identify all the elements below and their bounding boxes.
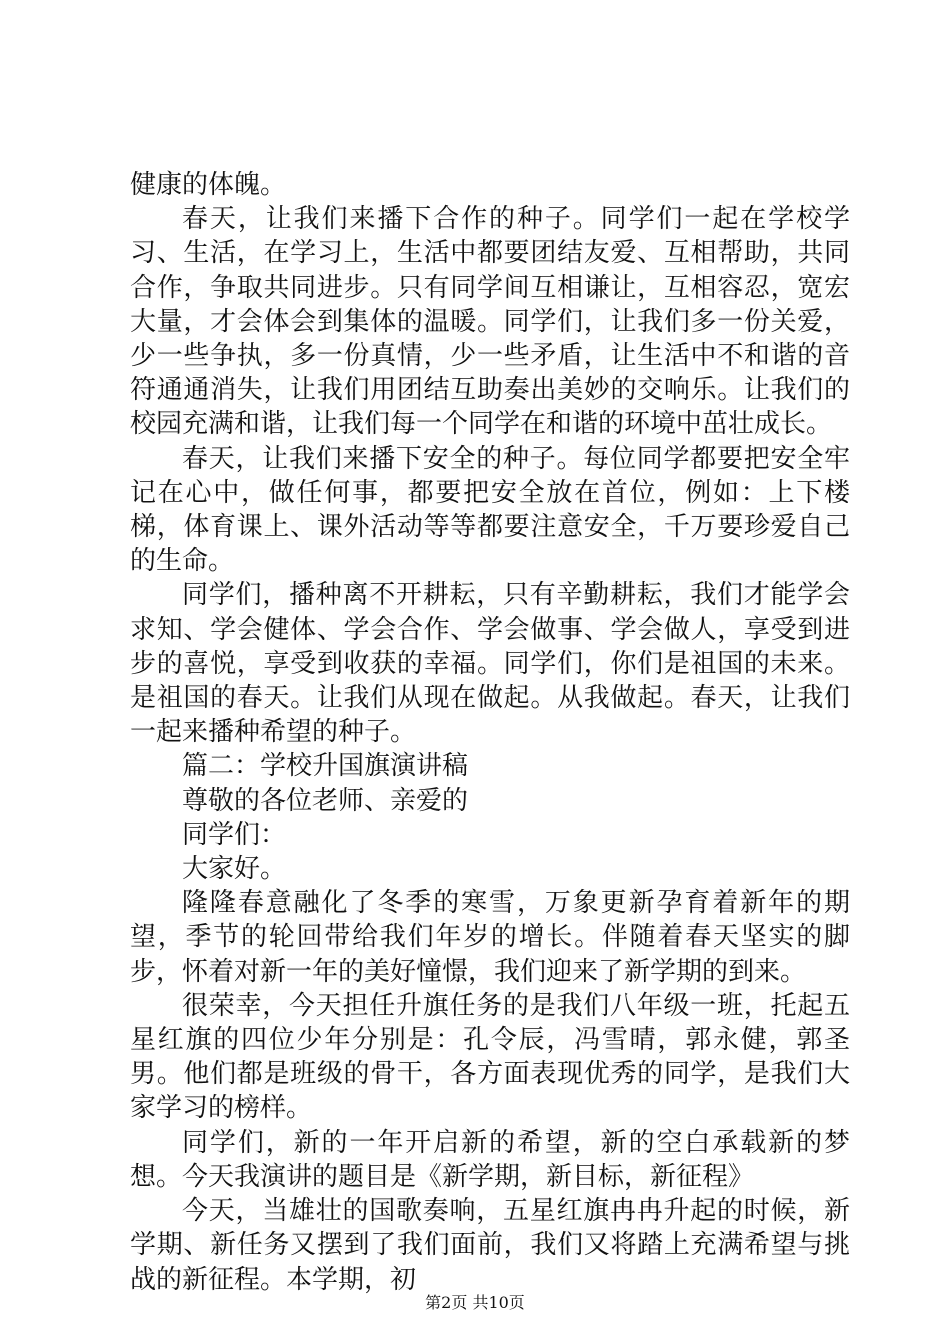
- paragraph-4: 同学们，播种离不开耕耘，只有辛勤耕耘，我们才能学会求知、学会健体、学会合作、学会做事、学会做人，享受到进步的喜悦，享受到收获的幸福。同学们，你们是祖国的未来。是祖国的春天。让我们从现在做起。从我做起。春天，让我们一起来播种希望的种子。: [130, 580, 850, 748]
- paragraph-3: 春天，让我们来播下安全的种子。每位同学都要把安全牢记在心中，做任何事，都要把安全放在首位，例如：上下楼梯，体育课上、课外活动等等都要注意安全，千万要珍爱自己的生命。: [130, 443, 850, 577]
- paragraph-11: 同学们，新的一年开启新的希望，新的空白承载新的梦想。今天我演讲的题目是《新学期，新目标，新征程》: [130, 1127, 850, 1192]
- page-number: 第2页 共10页: [425, 1293, 525, 1312]
- paragraph-10: 很荣幸，今天担任升旗任务的是我们八年级一班，托起五星红旗的四位少年分别是：孔令辰，冯雪晴，郭永健，郭圣男。他们都是班级的骨干，各方面表现优秀的同学，是我们大家学习的榜样。: [130, 990, 850, 1124]
- paragraph-12: 今天，当雄壮的国歌奏响，五星红旗冉冉升起的时候，新学期、新任务又摆到了我们面前，我们又将踏上充满希望与挑战的新征程。本学期，初: [130, 1196, 850, 1295]
- paragraph-1: 健康的体魄。: [130, 170, 287, 200]
- paragraph-2: 春天，让我们来播下合作的种子。同学们一起在学校学习、生活，在学习上，生活中都要团结友爱、互相帮助，共同合作，争取共同进步。只有同学间互相谦让，互相容忍，宽宏大量，才会体会到集体的温暖。同学们，让我们多一份关爱，少一些争执，多一份真情，少一些矛盾，让生活中不和谐的音符通通消失，让我们用团结互助奏出美妙的交响乐。让我们的校园充满和谐，让我们每一个同学在和谐的环境中茁壮成长。: [130, 204, 850, 440]
- salutation-line-2: 同学们：: [182, 819, 287, 850]
- paragraph-9: 隆隆春意融化了冬季的寒雪，万象更新孕育着新年的期望，季节的轮回带给我们年岁的增长。伴随着春天坚实的脚步，怀着对新一年的美好憧憬，我们迎来了新学期的到来。: [130, 888, 850, 987]
- document-body: [130, 168, 850, 1297]
- page-footer: [0, 1290, 950, 1313]
- greeting: 大家好。: [182, 854, 287, 885]
- section-heading: 篇二：学校升国旗演讲稿: [182, 751, 469, 782]
- salutation-line-1: 尊敬的各位老师、亲爱的: [182, 785, 469, 816]
